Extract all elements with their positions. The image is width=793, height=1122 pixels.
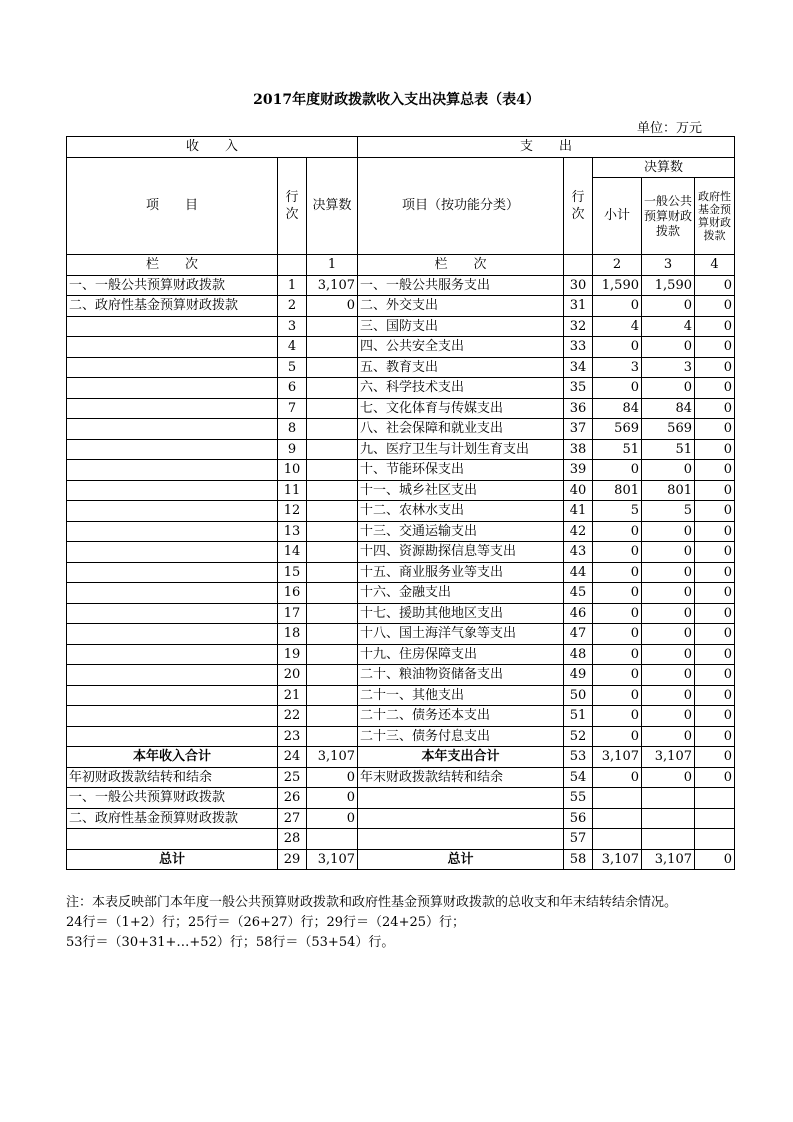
income-line-no: 7 (278, 398, 307, 419)
expense-item: 五、教育支出 (358, 357, 564, 378)
expense-line-no: 34 (564, 357, 593, 378)
budget-summary-table (66, 136, 735, 870)
income-amount (307, 521, 358, 542)
expense-general-budget: 0 (642, 583, 695, 604)
expense-line-no: 52 (564, 726, 593, 747)
income-item: 一、一般公共预算财政拨款 (67, 788, 278, 809)
income-item: 一、一般公共预算财政拨款 (67, 275, 278, 296)
expense-fund-budget (695, 808, 735, 829)
income-amount (307, 419, 358, 440)
expense-general-budget: 0 (642, 624, 695, 645)
expense-fund-budget (695, 788, 735, 809)
footnotes (66, 893, 736, 953)
income-amount: 0 (307, 788, 358, 809)
income-line-no: 3 (278, 316, 307, 337)
page-title: 2017年度财政拨款收入支出决算总表（表4） (253, 92, 540, 108)
income-amount (307, 337, 358, 358)
expense-subtotal: 1,590 (593, 275, 642, 296)
income-item (67, 480, 278, 501)
expense-item: 九、医疗卫生与计划生育支出 (358, 439, 564, 460)
income-amount (307, 562, 358, 583)
income-item (67, 706, 278, 727)
expense-item: 十三、交通运输支出 (358, 521, 564, 542)
expense-general-budget: 4 (642, 316, 695, 337)
income-amount: 0 (307, 296, 358, 317)
table-row (67, 378, 735, 399)
expense-line-no: 33 (564, 337, 593, 358)
table-row (67, 685, 735, 706)
expense-general-budget: 0 (642, 706, 695, 727)
income-line-no: 20 (278, 665, 307, 686)
income-item (67, 583, 278, 604)
expense-line-no: 43 (564, 542, 593, 563)
expense-line-no: 30 (564, 275, 593, 296)
income-item (67, 501, 278, 522)
income-line-no: 27 (278, 808, 307, 829)
expense-subtotal: 51 (593, 439, 642, 460)
income-line-no: 2 (278, 296, 307, 317)
expense-general-budget: 3 (642, 357, 695, 378)
expense-item: 二十、粮油物资储备支出 (358, 665, 564, 686)
income-item (67, 460, 278, 481)
empty-cell (278, 255, 307, 276)
expense-subtotal: 0 (593, 460, 642, 481)
income-line-no: 26 (278, 788, 307, 809)
income-amount (307, 583, 358, 604)
fund-budget-header: 政府性基金预算财政拨款 (695, 178, 735, 255)
table-row (67, 562, 735, 583)
table-row (67, 829, 735, 850)
income-item (67, 726, 278, 747)
table-row (67, 460, 735, 481)
income-amount (307, 685, 358, 706)
expense-line-no-header: 行次 (564, 157, 593, 255)
expense-general-budget: 51 (642, 439, 695, 460)
expense-line-no: 49 (564, 665, 593, 686)
expense-item: 三、国防支出 (358, 316, 564, 337)
income-amount (307, 378, 358, 399)
income-line-no: 1 (278, 275, 307, 296)
table-row (67, 521, 735, 542)
table-row (67, 542, 735, 563)
expense-item: 总计 (358, 849, 564, 870)
expense-subtotal: 0 (593, 685, 642, 706)
expense-general-budget: 0 (642, 378, 695, 399)
expense-line-no: 37 (564, 419, 593, 440)
expense-subtotal: 0 (593, 562, 642, 583)
expense-subtotal: 0 (593, 603, 642, 624)
expense-item: 十一、城乡社区支出 (358, 480, 564, 501)
expense-fund-budget: 0 (695, 521, 735, 542)
expense-subtotal: 0 (593, 542, 642, 563)
table-row (67, 501, 735, 522)
table-row (67, 275, 735, 296)
income-item (67, 337, 278, 358)
expense-fund-budget: 0 (695, 747, 735, 768)
income-amount (307, 480, 358, 501)
income-item (67, 378, 278, 399)
income-line-no: 28 (278, 829, 307, 850)
expense-general-budget: 569 (642, 419, 695, 440)
expense-general-budget: 0 (642, 685, 695, 706)
expense-item: 一、一般公共服务支出 (358, 275, 564, 296)
col-number-3: 3 (642, 255, 695, 276)
income-line-no: 5 (278, 357, 307, 378)
expense-item: 本年支出合计 (358, 747, 564, 768)
expense-fund-budget: 0 (695, 665, 735, 686)
income-line-no: 17 (278, 603, 307, 624)
expense-fund-budget: 0 (695, 685, 735, 706)
expense-fund-budget: 0 (695, 583, 735, 604)
expense-subtotal: 569 (593, 419, 642, 440)
expense-item: 二十一、其他支出 (358, 685, 564, 706)
expense-item: 十二、农林水支出 (358, 501, 564, 522)
expense-subtotal: 0 (593, 767, 642, 788)
expense-general-budget: 0 (642, 521, 695, 542)
expense-item: 四、公共安全支出 (358, 337, 564, 358)
income-line-no: 18 (278, 624, 307, 645)
expense-item: 六、科学技术支出 (358, 378, 564, 399)
expense-subtotal: 3,107 (593, 747, 642, 768)
col-number-4: 4 (695, 255, 735, 276)
expense-fund-budget: 0 (695, 419, 735, 440)
col-number-2: 2 (593, 255, 642, 276)
expense-line-no: 57 (564, 829, 593, 850)
expense-general-budget: 0 (642, 460, 695, 481)
expense-fund-budget: 0 (695, 439, 735, 460)
table-row (67, 357, 735, 378)
expense-item: 二十三、债务付息支出 (358, 726, 564, 747)
income-item: 总计 (67, 849, 278, 870)
expense-item: 十五、商业服务业等支出 (358, 562, 564, 583)
income-item: 年初财政拨款结转和结余 (67, 767, 278, 788)
table-row (67, 583, 735, 604)
footnote-3: 53行＝（30+31+…+52）行；58行＝（53+54）行。 (66, 935, 395, 950)
expense-fund-budget: 0 (695, 296, 735, 317)
table-row (67, 849, 735, 870)
expense-fund-budget: 0 (695, 706, 735, 727)
expense-fund-budget: 0 (695, 542, 735, 563)
subtotal-header: 小计 (593, 178, 642, 255)
expense-item (358, 829, 564, 850)
table-row (67, 808, 735, 829)
income-line-no: 16 (278, 583, 307, 604)
expense-line-no: 58 (564, 849, 593, 870)
expense-subtotal: 0 (593, 706, 642, 727)
expense-item: 十七、援助其他地区支出 (358, 603, 564, 624)
expense-item: 十、节能环保支出 (358, 460, 564, 481)
table-row (67, 706, 735, 727)
expense-line-no: 38 (564, 439, 593, 460)
income-line-no: 15 (278, 562, 307, 583)
income-amount (307, 665, 358, 686)
expense-general-budget: 5 (642, 501, 695, 522)
expense-fund-budget: 0 (695, 316, 735, 337)
expense-general-budget (642, 829, 695, 850)
unit-label: 单位：万元 (636, 121, 702, 136)
expense-general-budget: 0 (642, 726, 695, 747)
income-amount (307, 706, 358, 727)
expense-line-no: 44 (564, 562, 593, 583)
income-col-label: 栏 次 (67, 255, 278, 276)
expense-subtotal: 0 (593, 337, 642, 358)
income-amount: 0 (307, 808, 358, 829)
expense-fund-budget: 0 (695, 337, 735, 358)
expense-subtotal: 0 (593, 644, 642, 665)
table-row (67, 439, 735, 460)
income-amount (307, 542, 358, 563)
expense-general-budget: 1,590 (642, 275, 695, 296)
expense-fund-budget: 0 (695, 624, 735, 645)
income-item (67, 419, 278, 440)
income-item (67, 685, 278, 706)
table-row (67, 788, 735, 809)
expense-subtotal: 0 (593, 726, 642, 747)
empty-cell (564, 255, 593, 276)
col-number-1: 1 (307, 255, 358, 276)
income-line-no: 6 (278, 378, 307, 399)
income-line-no: 13 (278, 521, 307, 542)
table-row (67, 603, 735, 624)
expense-general-budget: 0 (642, 337, 695, 358)
income-item (67, 644, 278, 665)
general-budget-header: 一般公共预算财政拨款 (642, 178, 695, 255)
expense-fund-budget: 0 (695, 357, 735, 378)
income-line-no: 25 (278, 767, 307, 788)
income-item (67, 398, 278, 419)
expense-subtotal: 5 (593, 501, 642, 522)
expense-general-budget: 3,107 (642, 849, 695, 870)
income-line-no: 29 (278, 849, 307, 870)
income-item (67, 439, 278, 460)
expense-line-no: 55 (564, 788, 593, 809)
expense-subtotal: 0 (593, 378, 642, 399)
income-item (67, 357, 278, 378)
income-line-no: 14 (278, 542, 307, 563)
expense-subtotal: 4 (593, 316, 642, 337)
expense-line-no: 42 (564, 521, 593, 542)
expense-fund-budget: 0 (695, 644, 735, 665)
expense-item: 十八、国土海洋气象等支出 (358, 624, 564, 645)
income-line-no: 24 (278, 747, 307, 768)
expense-general-budget (642, 788, 695, 809)
income-line-no: 11 (278, 480, 307, 501)
footnote-2: 24行＝（1+2）行；25行＝（26+27）行；29行＝（24+25）行； (66, 915, 466, 930)
income-item: 二、政府性基金预算财政拨款 (67, 808, 278, 829)
expense-fund-budget: 0 (695, 849, 735, 870)
income-item (67, 562, 278, 583)
income-line-no: 10 (278, 460, 307, 481)
expense-line-no: 50 (564, 685, 593, 706)
expense-fund-budget: 0 (695, 562, 735, 583)
income-amount: 3,107 (307, 747, 358, 768)
expense-general-budget: 0 (642, 603, 695, 624)
expense-subtotal: 0 (593, 665, 642, 686)
expense-line-no: 46 (564, 603, 593, 624)
income-line-no: 19 (278, 644, 307, 665)
expense-subtotal (593, 788, 642, 809)
table-row (67, 337, 735, 358)
expense-line-no: 41 (564, 501, 593, 522)
expense-header: 支 出 (358, 137, 735, 158)
expense-general-budget (642, 808, 695, 829)
income-item (67, 624, 278, 645)
income-item (67, 542, 278, 563)
expense-fund-budget: 0 (695, 460, 735, 481)
income-item (67, 829, 278, 850)
income-item (67, 316, 278, 337)
income-line-no-header: 行次 (278, 157, 307, 255)
table-row (67, 665, 735, 686)
table-row (67, 398, 735, 419)
table-row (67, 644, 735, 665)
expense-line-no: 45 (564, 583, 593, 604)
expense-line-no: 31 (564, 296, 593, 317)
income-item: 本年收入合计 (67, 747, 278, 768)
table-row (67, 480, 735, 501)
income-line-no: 23 (278, 726, 307, 747)
expense-fund-budget: 0 (695, 501, 735, 522)
income-item (67, 665, 278, 686)
expense-fund-budget: 0 (695, 603, 735, 624)
expense-general-budget: 0 (642, 562, 695, 583)
income-amount (307, 644, 358, 665)
table-row (67, 296, 735, 317)
expense-general-budget: 0 (642, 767, 695, 788)
expense-line-no: 48 (564, 644, 593, 665)
expense-general-budget: 801 (642, 480, 695, 501)
income-line-no: 9 (278, 439, 307, 460)
expense-fund-budget: 0 (695, 726, 735, 747)
income-amount (307, 603, 358, 624)
expense-line-no: 56 (564, 808, 593, 829)
income-item (67, 603, 278, 624)
expense-line-no: 32 (564, 316, 593, 337)
expense-subtotal: 0 (593, 624, 642, 645)
expense-item: 二、外交支出 (358, 296, 564, 317)
expense-subtotal (593, 808, 642, 829)
footnote-1: 注：本表反映部门本年度一般公共预算财政拨款和政府性基金预算财政拨款的总收支和年末结转结余情况。 (66, 895, 678, 910)
expense-item: 十四、资源勘探信息等支出 (358, 542, 564, 563)
expense-item: 七、文化体育与传媒支出 (358, 398, 564, 419)
expense-subtotal (593, 829, 642, 850)
expense-fund-budget: 0 (695, 275, 735, 296)
income-amount (307, 398, 358, 419)
expense-subtotal: 801 (593, 480, 642, 501)
expense-fund-budget: 0 (695, 378, 735, 399)
income-amount (307, 829, 358, 850)
expense-general-budget: 0 (642, 665, 695, 686)
expense-line-no: 35 (564, 378, 593, 399)
expense-col-label: 栏 次 (358, 255, 564, 276)
income-line-no: 8 (278, 419, 307, 440)
income-amount (307, 726, 358, 747)
expense-item (358, 788, 564, 809)
expense-fund-budget (695, 829, 735, 850)
income-line-no: 12 (278, 501, 307, 522)
income-line-no: 4 (278, 337, 307, 358)
expense-subtotal: 3,107 (593, 849, 642, 870)
expense-line-no: 51 (564, 706, 593, 727)
expense-line-no: 47 (564, 624, 593, 645)
income-amount (307, 439, 358, 460)
expense-item: 年末财政拨款结转和结余 (358, 767, 564, 788)
expense-line-no: 40 (564, 480, 593, 501)
income-line-no: 22 (278, 706, 307, 727)
expense-general-budget: 3,107 (642, 747, 695, 768)
table-row (67, 624, 735, 645)
table-row (67, 767, 735, 788)
income-amount (307, 501, 358, 522)
table-row (67, 726, 735, 747)
expense-item: 八、社会保障和就业支出 (358, 419, 564, 440)
income-amount: 0 (307, 767, 358, 788)
income-amount (307, 316, 358, 337)
income-amount: 3,107 (307, 275, 358, 296)
table-row (67, 316, 735, 337)
expense-general-budget: 84 (642, 398, 695, 419)
expense-line-no: 54 (564, 767, 593, 788)
expense-subtotal: 0 (593, 583, 642, 604)
income-amount (307, 357, 358, 378)
expense-subtotal: 3 (593, 357, 642, 378)
expense-item (358, 808, 564, 829)
expense-general-budget: 0 (642, 542, 695, 563)
income-item: 二、政府性基金预算财政拨款 (67, 296, 278, 317)
expense-line-no: 39 (564, 460, 593, 481)
expense-subtotal: 0 (593, 296, 642, 317)
expense-subtotal: 0 (593, 521, 642, 542)
income-final-amount-header: 决算数 (307, 157, 358, 255)
table-row (67, 419, 735, 440)
expense-fund-budget: 0 (695, 398, 735, 419)
income-amount: 3,107 (307, 849, 358, 870)
expense-fund-budget: 0 (695, 767, 735, 788)
income-amount (307, 624, 358, 645)
expense-line-no: 53 (564, 747, 593, 768)
expense-item: 十九、住房保障支出 (358, 644, 564, 665)
expense-subtotal: 84 (593, 398, 642, 419)
table-row (67, 747, 735, 768)
income-item (67, 521, 278, 542)
expense-fund-budget: 0 (695, 480, 735, 501)
income-item-header: 项 目 (67, 157, 278, 255)
expense-item: 二十二、债务还本支出 (358, 706, 564, 727)
expense-general-budget: 0 (642, 644, 695, 665)
expense-line-no: 36 (564, 398, 593, 419)
expense-general-budget: 0 (642, 296, 695, 317)
expense-item: 十六、金融支出 (358, 583, 564, 604)
expense-item-header: 项目（按功能分类） (358, 157, 564, 255)
income-amount (307, 460, 358, 481)
income-line-no: 21 (278, 685, 307, 706)
income-header: 收 入 (67, 137, 358, 158)
final-amount-group-header: 决算数 (593, 157, 735, 178)
